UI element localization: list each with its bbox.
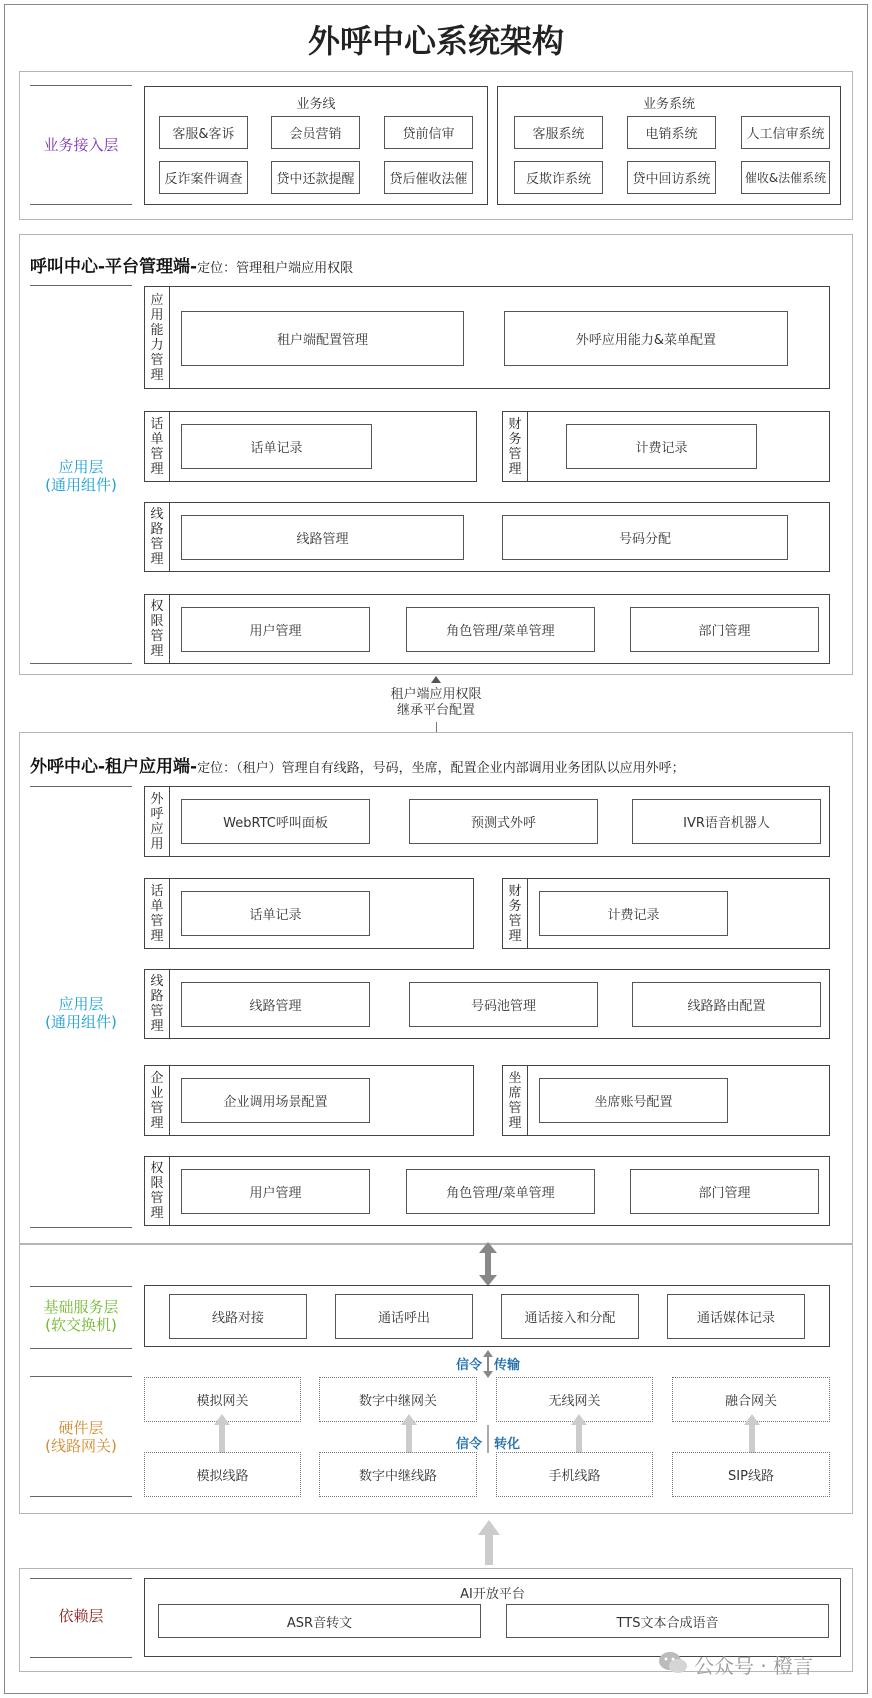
platform-app-capability-label: 应用能力管理 (145, 287, 170, 388)
platform-app-capability-item: 外呼应用能力&菜单配置 (504, 311, 788, 366)
basic-layer-label (30, 1298, 132, 1334)
basic-service-item: 通话呼出 (335, 1294, 473, 1339)
business-line-item: 贷中还款提醒 (271, 161, 360, 194)
tenant-title-rest: 定位：（租户）管理自有线路，号码，坐席，配置企业内部调用业务团队以应用外呼； (197, 761, 685, 776)
line-item: 模拟线路 (144, 1452, 301, 1497)
divider (30, 663, 132, 664)
platform-finance-label: 财务管理 (503, 412, 528, 481)
gateway-item: 模拟网关 (144, 1377, 301, 1422)
platform-section-title (30, 252, 353, 277)
up-arrow-icon (477, 1519, 501, 1565)
tenant-finance-label: 财务管理 (503, 879, 528, 948)
business-systems-title: 业务系统 (642, 97, 695, 112)
tenant-call-records-label: 话单管理 (145, 879, 170, 948)
tenant-finance-item: 计费记录 (539, 891, 728, 936)
divider (30, 1286, 132, 1287)
tenant-line-item: 线路路由配置 (632, 982, 821, 1027)
divider (30, 1227, 132, 1228)
platform-line-item: 线路管理 (181, 515, 464, 560)
business-system-item: 人工信审系统 (741, 116, 830, 149)
wechat-icon (658, 1650, 688, 1676)
platform-title-rest: 定位：管理租户端应用权限 (197, 261, 354, 276)
tenant-app-layer-label (30, 995, 132, 1031)
platform-app-layer-label (30, 458, 132, 494)
up-arrow-icon (213, 1413, 231, 1453)
inherit-note-line: 继承平台配置 (396, 703, 475, 718)
page-title: 外呼中心系统架构 (307, 22, 564, 60)
layer-label-line: 硬件层 (58, 1419, 104, 1437)
tenant-permission-item: 部门管理 (630, 1169, 819, 1214)
layer-label-line: (线路网关) (45, 1437, 117, 1455)
signal-double-arrow-icon (482, 1349, 494, 1379)
platform-line-item: 号码分配 (502, 515, 788, 560)
tenant-line-label: 线路管理 (145, 970, 170, 1038)
tenant-outbound-item: 预测式外呼 (409, 799, 598, 844)
tenant-enterprise-item: 企业调用场景配置 (181, 1078, 370, 1123)
double-arrow-icon (478, 1241, 498, 1287)
business-system-item: 反欺诈系统 (514, 161, 603, 194)
basic-service-item: 通话媒体记录 (667, 1294, 805, 1339)
tenant-line-item: 号码池管理 (409, 982, 598, 1027)
gateway-item: 无线网关 (496, 1377, 653, 1422)
divider (30, 1376, 132, 1377)
tenant-seat-item: 坐席账号配置 (539, 1078, 728, 1123)
platform-permission-item: 部门管理 (630, 607, 819, 652)
business-line-item: 会员营销 (271, 116, 360, 149)
platform-permission-label: 权限管理 (145, 595, 170, 663)
inherit-note (336, 687, 536, 719)
line-item: 数字中继线路 (319, 1452, 477, 1497)
signal-convert-label-a: 信令 (456, 1437, 483, 1452)
divider (30, 204, 132, 205)
business-line-item: 贷前信审 (384, 116, 473, 149)
ai-service-item: ASR音转文 (158, 1604, 481, 1638)
tenant-section-title (30, 752, 685, 777)
divider (30, 85, 132, 86)
platform-title-bold: 呼叫中心-平台管理端- (30, 257, 198, 277)
business-system-item: 催收&法催系统 (741, 161, 830, 194)
signal-convert-connector (487, 1425, 489, 1453)
signal-transfer-label-a: 信令 (456, 1358, 483, 1373)
tenant-enterprise-label: 企业管理 (145, 1066, 170, 1135)
tenant-permission-label: 权限管理 (145, 1157, 170, 1225)
platform-permission-item: 角色管理/菜单管理 (406, 607, 595, 652)
up-arrow-icon (400, 1413, 418, 1453)
basic-service-item: 通话接入和分配 (501, 1294, 639, 1339)
tenant-permission-item: 用户管理 (181, 1169, 370, 1214)
business-system-item: 电销系统 (627, 116, 716, 149)
signal-transfer-label-b: 传输 (494, 1358, 521, 1373)
layer-label-line: 应用层 (58, 995, 104, 1013)
line-item: 手机线路 (496, 1452, 653, 1497)
business-line-item: 贷后催收法催 (384, 161, 473, 194)
inherit-connector (436, 722, 437, 732)
line-item: SIP线路 (672, 1452, 830, 1497)
gateway-item: 融合网关 (672, 1377, 830, 1422)
business-line-item: 反诈案件调查 (159, 161, 248, 194)
divider (30, 786, 132, 787)
inherit-arrow-icon (430, 675, 442, 685)
tenant-outbound-item: IVR语音机器人 (632, 799, 821, 844)
hardware-layer-label (30, 1419, 132, 1455)
business-system-item: 客服系统 (514, 116, 603, 149)
layer-label-line: 应用层 (58, 458, 104, 476)
access-layer-label: 业务接入层 (43, 136, 119, 154)
platform-call-records-item: 话单记录 (181, 424, 372, 469)
layer-label-line: (通用组件) (45, 476, 117, 494)
ai-platform-title: AI开放平台 (460, 1587, 525, 1602)
dependency-layer-label: 依赖层 (58, 1607, 104, 1625)
up-arrow-icon (743, 1413, 761, 1453)
layer-label-line: (通用组件) (45, 1013, 117, 1031)
signal-convert-label-b: 转化 (494, 1437, 521, 1452)
tenant-seat-label: 坐席管理 (503, 1066, 528, 1135)
gateway-item: 数字中继网关 (319, 1377, 477, 1422)
tenant-line-item: 线路管理 (181, 982, 370, 1027)
platform-app-capability-item: 租户端配置管理 (181, 311, 464, 366)
platform-line-label: 线路管理 (145, 503, 170, 571)
inherit-note-line: 租户端应用权限 (390, 687, 482, 702)
divider (30, 1348, 132, 1349)
divider (30, 1496, 132, 1497)
tenant-call-records-item: 话单记录 (181, 891, 370, 936)
layer-label-line: (软交换机) (45, 1316, 117, 1334)
business-line-item: 客服&客诉 (159, 116, 248, 149)
divider (30, 1657, 132, 1658)
ai-service-item: TTS文本合成语音 (506, 1604, 829, 1638)
tenant-permission-item: 角色管理/菜单管理 (406, 1169, 595, 1214)
tenant-outbound-item: WebRTC呼叫面板 (181, 799, 370, 844)
divider (30, 1578, 132, 1579)
basic-service-item: 线路对接 (169, 1294, 307, 1339)
business-lines-title: 业务线 (296, 97, 336, 112)
up-arrow-icon (570, 1413, 588, 1453)
layer-label-line: 基础服务层 (43, 1298, 119, 1316)
tenant-title-bold: 外呼中心-租户应用端- (30, 757, 198, 777)
platform-permission-item: 用户管理 (181, 607, 370, 652)
platform-finance-item: 计费记录 (566, 424, 757, 469)
tenant-outbound-label: 外呼应用 (145, 787, 170, 856)
business-system-item: 贷中回访系统 (627, 161, 716, 194)
divider (30, 285, 132, 286)
platform-call-records-label: 话单管理 (145, 412, 170, 481)
watermark-text: 公众号 · 橙言 (694, 1654, 814, 1678)
